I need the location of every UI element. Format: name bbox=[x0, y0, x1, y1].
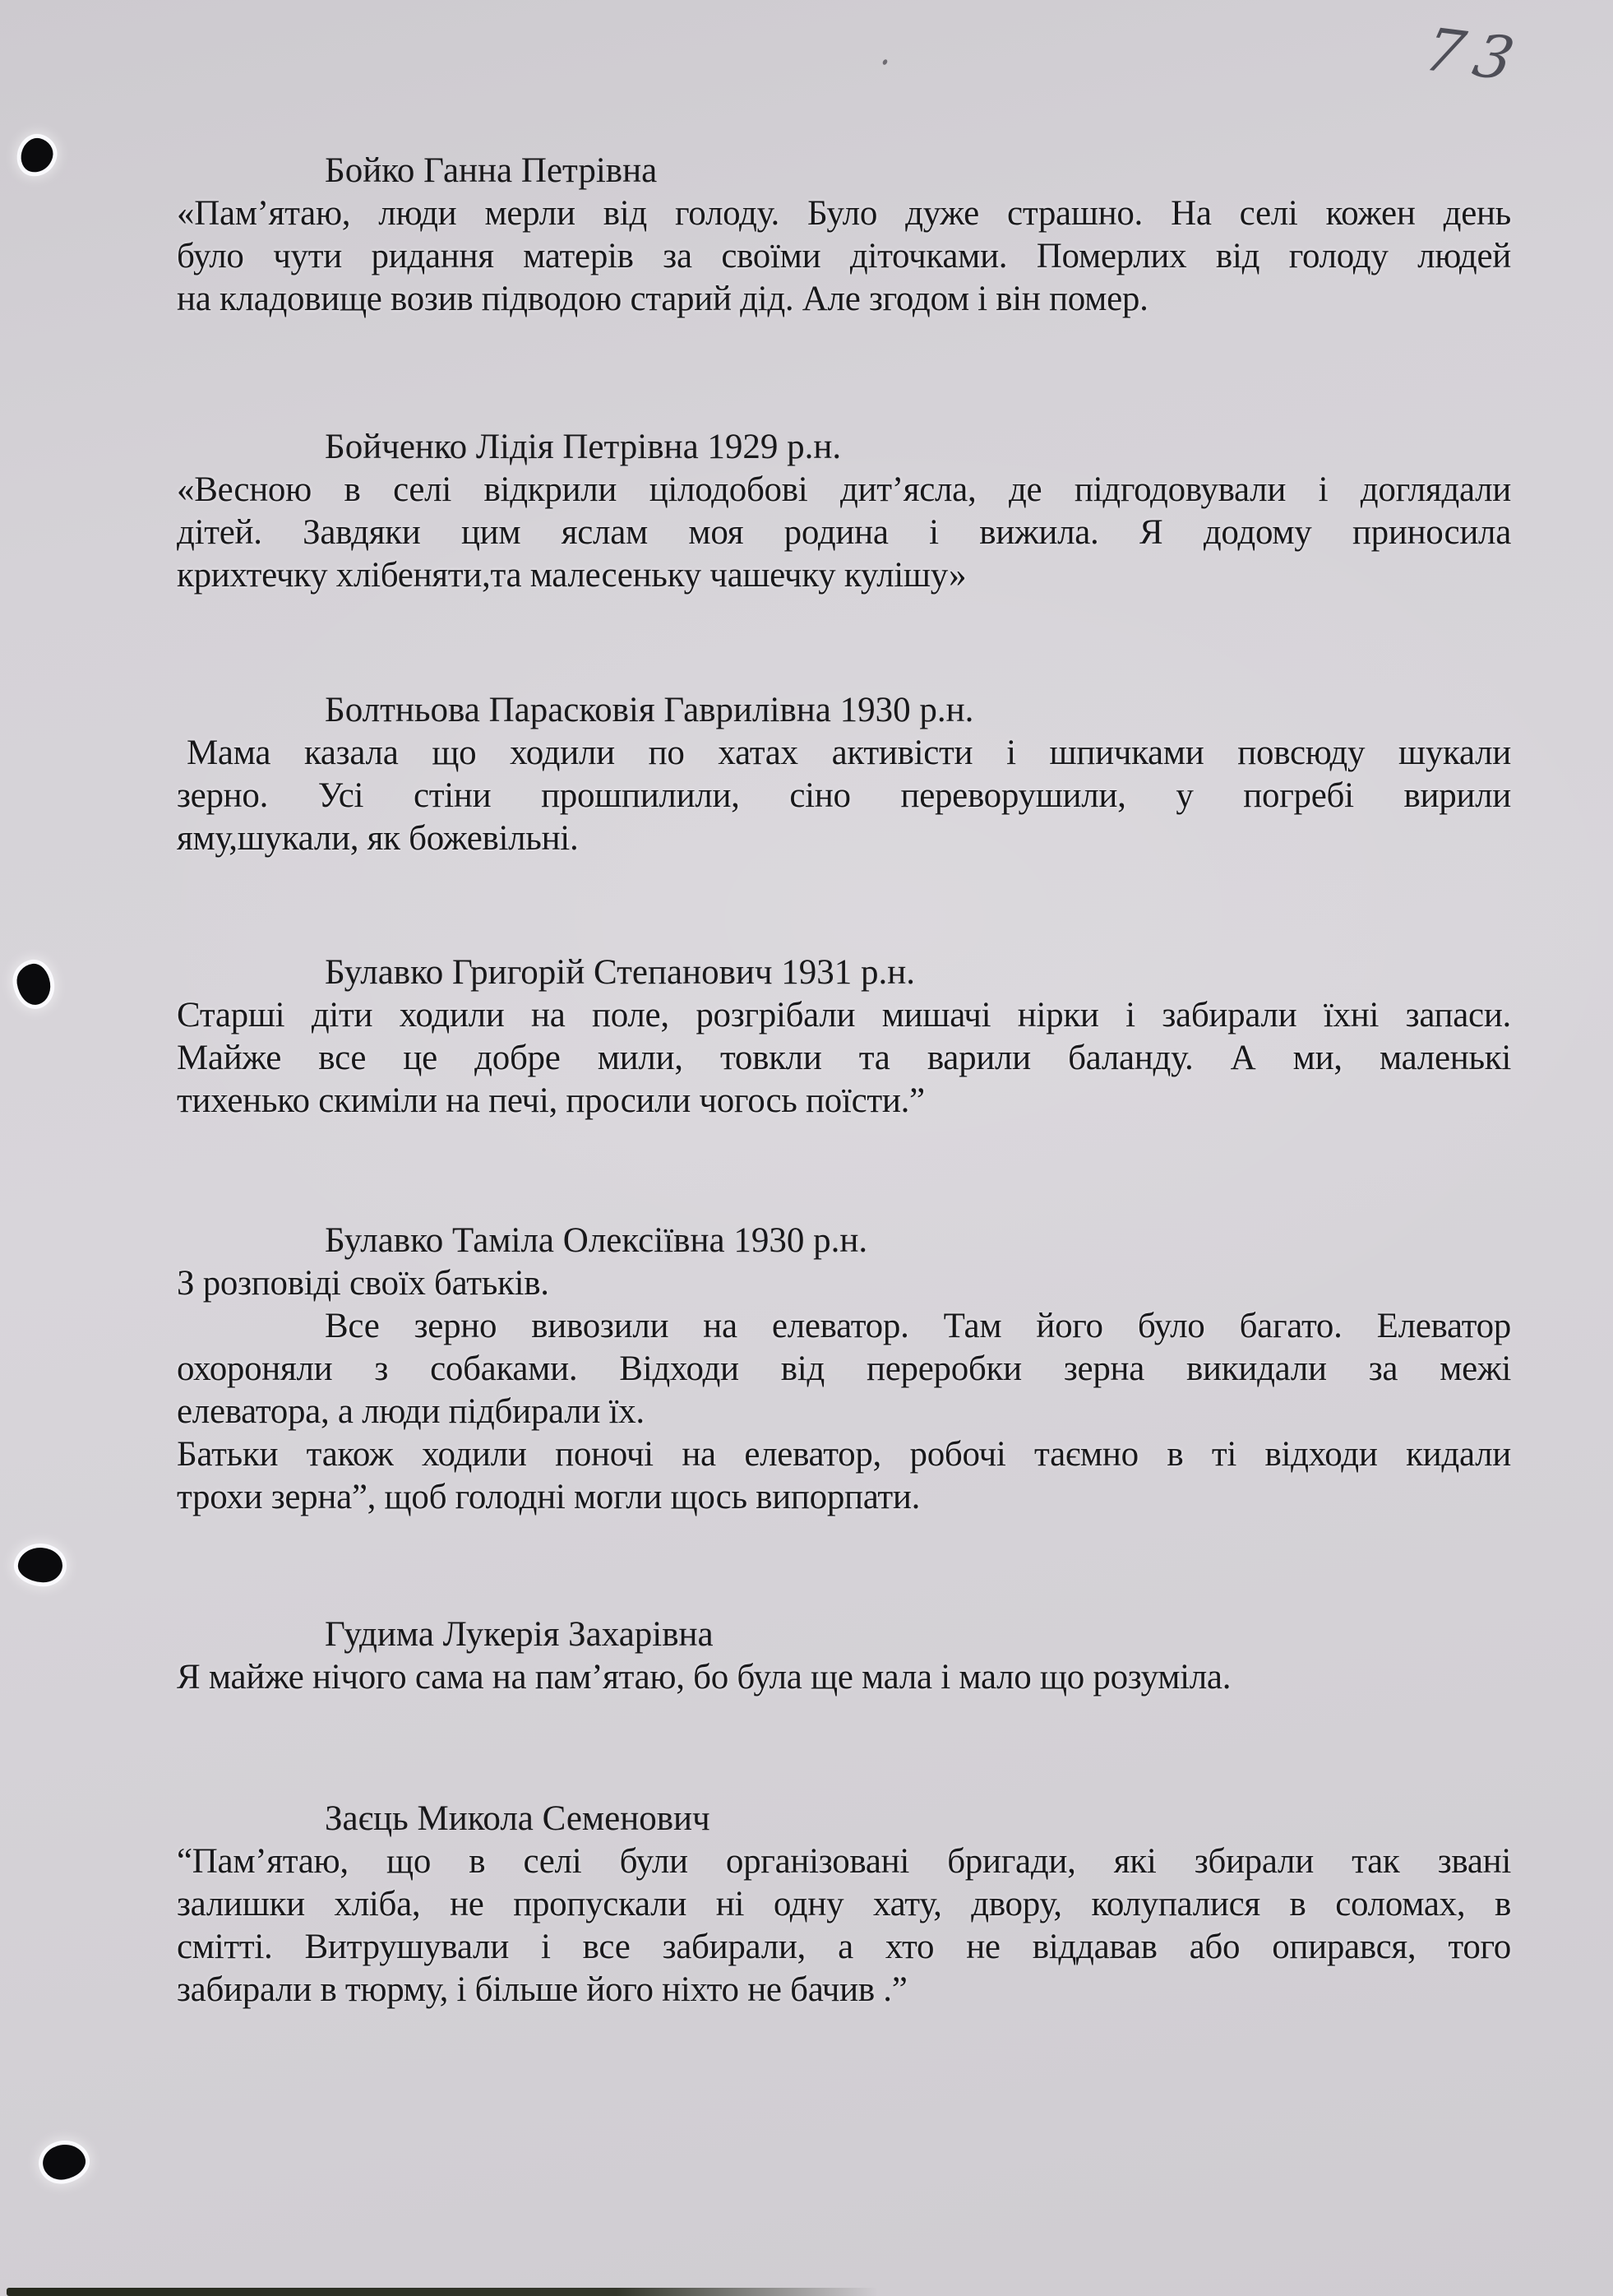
text-line: охороняли з собаками. Відходи від переробки зерна викидали за межі bbox=[177, 1349, 1511, 1388]
text-line: забирали в тюрму, і більше його ніхто не бачив .” bbox=[177, 1970, 908, 2009]
text-line: Батьки також ходили поночі на елеватор, робочі таємно в ті відходи кидали bbox=[177, 1435, 1511, 1474]
text-line: елеватора, а люди підбирали їх. bbox=[177, 1392, 645, 1431]
witness-name: Болтньова Парасковія Гаврилівна 1930 р.н. bbox=[325, 691, 974, 729]
witness-name: Булавко Таміла Олексіївна 1930 р.н. bbox=[325, 1221, 868, 1260]
text-line: Все зерно вивозили на елеватор. Там його було багато. Елеватор bbox=[325, 1307, 1511, 1345]
testimony-section-bulavko-t bbox=[177, 1220, 1511, 1519]
punch-hole bbox=[15, 961, 53, 1007]
testimony-section-zayets bbox=[177, 1798, 1511, 2011]
text-line: Майже все це добре мили, товкли та варили баланду. А ми, маленькі bbox=[177, 1039, 1511, 1077]
testimony-section-hudyma bbox=[177, 1613, 1511, 1699]
punch-hole bbox=[17, 135, 56, 176]
text-line: яму,шукали, як божевільні. bbox=[177, 819, 579, 858]
text-line: тихенько скиміли на печі, просили чогось поїсти.” bbox=[177, 1081, 925, 1120]
handwritten-page-number: 73 bbox=[1418, 15, 1532, 95]
text-line: крихтечку хлібеняти,та малесеньку чашечку кулішу» bbox=[177, 556, 967, 595]
ink-speck bbox=[882, 58, 889, 66]
punch-hole bbox=[17, 1546, 64, 1584]
witness-name: Бойко Ганна Петрівна bbox=[325, 151, 658, 190]
text-line: смітті. Витрушували і все забирали, а хто не віддавав або опирався, того bbox=[177, 1928, 1511, 1966]
witness-name: Бойченко Лідія Петрівна 1929 р.н. bbox=[325, 428, 842, 466]
witness-name: Гудима Лукерія Захарівна bbox=[325, 1615, 714, 1654]
text-line: Старші діти ходили на поле, розгрібали мишачі нірки і забирали їхні запаси. bbox=[177, 996, 1511, 1035]
text-line: З розповіді своїх батьків. bbox=[177, 1264, 549, 1303]
punch-hole bbox=[40, 2141, 89, 2183]
testimony-section-boltnyova bbox=[177, 689, 1511, 860]
text-line: «Пам’ятаю, люди мерли від голоду. Було дуже страшно. На селі кожен день bbox=[177, 194, 1511, 233]
testimony-section-bulavko-h bbox=[177, 951, 1511, 1123]
text-line: на кладовище возив підводою старий дід. Але згодом і він помер. bbox=[177, 280, 1149, 318]
witness-name: Булавко Григорій Степанович 1931 р.н. bbox=[325, 953, 916, 992]
testimony-section-boychenko bbox=[177, 426, 1511, 597]
text-line: було чути ридання матерів за своїми діточками. Померлих від голоду людей bbox=[177, 237, 1511, 275]
text-line: залишки хліба, не пропускали ні одну хату, двору, колупалися в соломах, в bbox=[177, 1885, 1511, 1923]
text-line: дітей. Завдяки цим яслам моя родина і вижила. Я додому приносила bbox=[177, 513, 1511, 552]
text-line: трохи зерна”, щоб голодні могли щось випорпати. bbox=[177, 1478, 921, 1516]
witness-name: Заєць Микола Семенович bbox=[325, 1799, 710, 1838]
testimony-section-boyko bbox=[177, 150, 1511, 321]
scan-edge-shadow bbox=[7, 2288, 878, 2296]
text-line: «Весною в селі відкрили цілодобові дит’ясла, де підгодовували і доглядали bbox=[177, 470, 1511, 509]
text-line: Я майже нічого сама на пам’ятаю, бо була ще мала і мало що розуміла. bbox=[177, 1658, 1232, 1697]
text-line: “Пам’ятаю, що в селі були організовані бригади, які збирали так звані bbox=[177, 1842, 1511, 1881]
text-line: Мама казала що ходили по хатах активісти і шпичками повсюду шукали bbox=[187, 734, 1511, 772]
text-line: зерно. Усі стіни прошпилили, сіно переворушили, у погребі вирили bbox=[177, 776, 1511, 815]
